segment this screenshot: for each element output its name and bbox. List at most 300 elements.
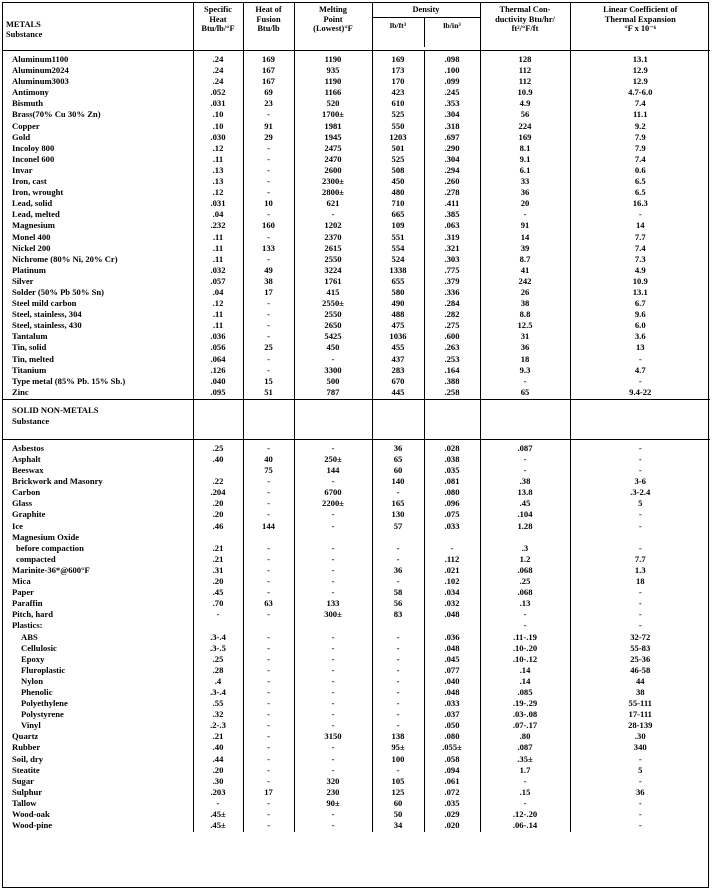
table-row — [3, 99, 710, 110]
substance-name-cell: Brickwork and Masonry — [12, 477, 103, 487]
value-cell: .036 — [193, 332, 243, 343]
value-cell: 105 — [372, 777, 424, 788]
substance-name-cell: Aluminum2024 — [12, 66, 69, 76]
substance-name-cell: Steel, stainless, 304 — [12, 310, 82, 320]
value-cell: - — [372, 710, 424, 721]
value-cell: - — [294, 666, 372, 677]
substance-name-cell: Invar — [12, 165, 33, 175]
value-cell: 36 — [480, 188, 570, 199]
value-cell: 12.9 — [570, 66, 710, 77]
table-row — [3, 188, 710, 199]
value-cell: 13.1 — [570, 55, 710, 66]
value-cell: 508 — [372, 166, 424, 177]
substance-name-cell: Graphite — [12, 510, 46, 520]
substance-name-cell: ABS — [21, 632, 38, 642]
value-cell: 2550 — [294, 310, 372, 321]
value-cell: 31 — [480, 332, 570, 343]
table-row — [3, 332, 710, 343]
value-cell: - — [294, 644, 372, 655]
nonmetals-title: SOLID NON-METALS — [12, 404, 99, 415]
table-row — [3, 244, 710, 255]
value-cell: 500 — [294, 377, 372, 388]
value-cell: 621 — [294, 199, 372, 210]
value-cell: .10-.12 — [480, 655, 570, 666]
value-cell: .21 — [193, 555, 243, 566]
value-cell: .102 — [424, 577, 480, 588]
table-row — [3, 544, 710, 555]
value-cell: 8.1 — [480, 144, 570, 155]
value-cell: 91 — [480, 221, 570, 232]
header-line: Thermal Con- — [499, 5, 551, 14]
value-cell: .029 — [424, 810, 480, 821]
value-cell: .12 — [193, 188, 243, 199]
value-cell: 7.9 — [570, 133, 710, 144]
value-cell: .032 — [424, 599, 480, 610]
value-cell: - — [243, 510, 294, 521]
value-cell: 2470 — [294, 155, 372, 166]
value-cell: .11 — [193, 310, 243, 321]
value-cell: 283 — [372, 366, 424, 377]
value-cell: .600 — [424, 332, 480, 343]
value-cell: 130 — [372, 510, 424, 521]
substance-name-cell: Ice — [12, 521, 23, 531]
value-cell: .087 — [480, 743, 570, 754]
substance-name-cell: Mica — [12, 577, 31, 587]
value-cell: 138 — [372, 732, 424, 743]
value-cell: 112 — [480, 77, 570, 88]
value-cell: - — [570, 510, 710, 521]
substance-name-cell: Iron, wrought — [12, 188, 64, 198]
table-row — [3, 688, 710, 699]
value-cell: .303 — [424, 255, 480, 266]
value-cell: 1.7 — [480, 766, 570, 777]
density-units — [373, 18, 480, 47]
value-cell: 38 — [243, 277, 294, 288]
value-cell: 32-72 — [570, 633, 710, 644]
substance-name-cell: Solder (50% Pb 50% Sn) — [12, 287, 104, 297]
substance-name-cell: Aluminum1100 — [12, 55, 69, 64]
value-cell: .260 — [424, 177, 480, 188]
substance-name-cell: Polyethylene — [21, 699, 68, 709]
value-cell: - — [243, 477, 294, 488]
value-cell: - — [294, 810, 372, 821]
value-cell: 2650 — [294, 321, 372, 332]
value-cell: 144 — [294, 466, 372, 477]
value-cell: - — [570, 799, 710, 810]
value-cell: .052 — [193, 88, 243, 99]
value-cell — [193, 621, 243, 632]
value-cell: - — [294, 555, 372, 566]
value-cell: - — [372, 544, 424, 555]
header-line: Btu/lb/°F — [201, 24, 235, 34]
value-cell: .10-.20 — [480, 644, 570, 655]
value-cell: - — [243, 299, 294, 310]
substance-name-cell: Beeswax — [12, 466, 44, 476]
substance-name-cell: Nylon — [21, 676, 43, 686]
table-row — [3, 633, 710, 644]
value-cell: - — [570, 599, 710, 610]
value-cell: 5 — [570, 766, 710, 777]
value-cell: - — [294, 577, 372, 588]
value-cell: 1190 — [294, 77, 372, 88]
substance-name-cell: Paraffin — [12, 599, 43, 609]
value-cell: - — [294, 710, 372, 721]
value-cell: - — [243, 755, 294, 766]
value-cell: .24 — [193, 77, 243, 88]
table-row — [3, 533, 710, 544]
value-cell: - — [570, 621, 710, 632]
value-cell: - — [243, 321, 294, 332]
value-cell: 28-139 — [570, 721, 710, 732]
table-row — [3, 477, 710, 488]
substance-name-cell: Sugar — [12, 776, 34, 786]
table-row — [3, 721, 710, 732]
value-cell: .033 — [424, 522, 480, 533]
value-cell: 1981 — [294, 122, 372, 133]
value-cell: 450 — [294, 343, 372, 354]
table-row — [3, 388, 710, 400]
value-cell: 55-111 — [570, 699, 710, 710]
value-cell: .232 — [193, 221, 243, 232]
value-cell: - — [243, 677, 294, 688]
value-cell: - — [243, 699, 294, 710]
value-cell: - — [243, 799, 294, 810]
value-cell: 57 — [372, 522, 424, 533]
value-cell: - — [480, 455, 570, 466]
table-row — [3, 788, 710, 799]
table-row — [3, 444, 710, 455]
substance-name-cell: before compaction — [16, 543, 84, 553]
value-cell: 69 — [243, 88, 294, 99]
value-cell: .32 — [193, 710, 243, 721]
value-cell: .275 — [424, 321, 480, 332]
table-row — [3, 310, 710, 321]
value-cell: - — [294, 210, 372, 221]
value-cell: .44 — [193, 755, 243, 766]
value-cell: .304 — [424, 110, 480, 121]
table-row — [3, 66, 710, 77]
value-cell: 7.4 — [570, 155, 710, 166]
value-cell: - — [570, 777, 710, 788]
value-cell: 4.9 — [480, 99, 570, 110]
substance-name-cell: Antimony — [12, 88, 49, 98]
value-cell: .24 — [193, 55, 243, 66]
value-cell: 670 — [372, 377, 424, 388]
value-cell: .282 — [424, 310, 480, 321]
value-cell: .094 — [424, 766, 480, 777]
blank-cell — [424, 399, 480, 439]
value-cell: .03-.08 — [480, 710, 570, 721]
value-cell: .068 — [480, 566, 570, 577]
value-cell — [424, 533, 480, 544]
density-in-unit: lb/in³ — [424, 18, 480, 47]
value-cell: - — [570, 466, 710, 477]
value-cell: - — [193, 799, 243, 810]
value-cell: 50 — [372, 810, 424, 821]
table-row — [3, 743, 710, 754]
value-cell: 3300 — [294, 366, 372, 377]
blank-cell — [372, 399, 424, 439]
value-cell — [372, 533, 424, 544]
value-cell: - — [372, 688, 424, 699]
value-cell: - — [243, 310, 294, 321]
value-cell: .278 — [424, 188, 480, 199]
substance-name-cell: Magnesium — [12, 221, 55, 231]
value-cell: 95± — [372, 743, 424, 754]
header-line: °F x 10⁻⁶ — [624, 24, 657, 34]
substance-name-cell: Wood-pine — [12, 821, 53, 831]
value-cell: 169 — [243, 55, 294, 66]
substance-name-cell: Iron, cast — [12, 177, 47, 187]
substance-name-cell: Sulphur — [12, 787, 43, 797]
value-cell: 133 — [243, 244, 294, 255]
table-row — [3, 155, 710, 166]
value-cell: 14 — [570, 221, 710, 232]
value-cell: 3150 — [294, 732, 372, 743]
value-cell: 20 — [480, 199, 570, 210]
value-cell: .035 — [424, 466, 480, 477]
value-cell: 1.2 — [480, 555, 570, 566]
value-cell: 0.6 — [570, 166, 710, 177]
value-cell: .072 — [424, 788, 480, 799]
value-cell: .14 — [480, 677, 570, 688]
value-cell: .077 — [424, 666, 480, 677]
header-line: Linear Coefficient of — [603, 5, 678, 14]
value-cell: 63 — [243, 599, 294, 610]
value-cell: 56 — [480, 110, 570, 121]
value-cell: .050 — [424, 721, 480, 732]
value-cell: 9.6 — [570, 310, 710, 321]
value-cell: - — [243, 555, 294, 566]
properties-table — [3, 3, 710, 832]
substance-name-cell: Platinum — [12, 265, 46, 275]
value-cell: .033 — [424, 699, 480, 710]
value-cell: .2-.3 — [193, 721, 243, 732]
value-cell: 1190 — [294, 55, 372, 66]
header-line: Heat — [209, 14, 227, 24]
value-cell: .098 — [424, 55, 480, 66]
table-row — [3, 177, 710, 188]
value-cell: 36 — [570, 788, 710, 799]
value-cell: - — [570, 544, 710, 555]
value-cell: .20 — [193, 766, 243, 777]
blank-cell — [570, 399, 710, 439]
substance-name-cell: compacted — [16, 554, 56, 564]
value-cell: .10 — [193, 122, 243, 133]
value-cell: 91 — [243, 122, 294, 133]
table-row — [3, 199, 710, 210]
specific-heat-header — [193, 3, 243, 51]
table-row — [3, 566, 710, 577]
value-cell: .064 — [193, 355, 243, 366]
value-cell: 2615 — [294, 244, 372, 255]
value-cell: - — [294, 821, 372, 832]
density-header — [372, 3, 480, 51]
value-cell: - — [243, 577, 294, 588]
value-cell: .21 — [193, 732, 243, 743]
value-cell: .100 — [424, 66, 480, 77]
value-cell: 13.1 — [570, 288, 710, 299]
substance-name-cell: Asphalt — [12, 455, 41, 464]
substance-name-cell: Phenolic — [21, 687, 53, 697]
value-cell: - — [243, 366, 294, 377]
value-cell: .104 — [480, 510, 570, 521]
value-cell: - — [243, 732, 294, 743]
value-cell: .13 — [480, 599, 570, 610]
value-cell: .021 — [424, 566, 480, 577]
table-row — [3, 343, 710, 354]
value-cell: .030 — [193, 133, 243, 144]
value-cell: .20 — [193, 510, 243, 521]
value-cell: 3-6 — [570, 477, 710, 488]
value-cell — [480, 533, 570, 544]
value-cell: - — [570, 444, 710, 455]
nonmetals-section — [3, 439, 710, 832]
value-cell: - — [243, 821, 294, 832]
value-cell: - — [294, 755, 372, 766]
value-cell: 173 — [372, 66, 424, 77]
value-cell: 1945 — [294, 133, 372, 144]
value-cell: 125 — [372, 788, 424, 799]
value-cell: 60 — [372, 466, 424, 477]
value-cell: 65 — [372, 455, 424, 466]
value-cell: 39 — [480, 244, 570, 255]
value-cell: - — [480, 621, 570, 632]
value-cell: 167 — [243, 66, 294, 77]
value-cell: .10 — [193, 110, 243, 121]
value-cell: .11 — [193, 321, 243, 332]
substance-name-cell: Soil, dry — [12, 754, 44, 764]
value-cell: 2475 — [294, 144, 372, 155]
value-cell: 1761 — [294, 277, 372, 288]
value-cell — [424, 621, 480, 632]
value-cell: 2800± — [294, 188, 372, 199]
value-cell: 169 — [480, 133, 570, 144]
value-cell: - — [570, 810, 710, 821]
value-cell: .06-.14 — [480, 821, 570, 832]
value-cell: - — [243, 488, 294, 499]
substance-name-cell: Fluroplastic — [21, 665, 66, 675]
value-cell: - — [243, 655, 294, 666]
value-cell: 4.9 — [570, 266, 710, 277]
value-cell: 4.7-6.0 — [570, 88, 710, 99]
value-cell: 242 — [480, 277, 570, 288]
substance-name-cell: Plastics: — [12, 621, 43, 631]
substance-name-cell: Marinite-36*@600°F — [12, 565, 90, 575]
substance-name-cell: Aluminum3003 — [12, 77, 69, 87]
substance-name-cell: Silver — [12, 276, 34, 286]
value-cell: 33 — [480, 177, 570, 188]
value-cell: .035 — [424, 799, 480, 810]
value-cell: 300± — [294, 610, 372, 621]
header-line: (Lowest)°F — [313, 24, 353, 34]
value-cell: .15 — [480, 788, 570, 799]
substance-name-cell: Tallow — [12, 798, 37, 808]
substance-name-cell: Paper — [12, 588, 34, 598]
value-cell: 12.9 — [570, 77, 710, 88]
header-line: Btu/lb — [257, 24, 280, 34]
table-row — [3, 455, 710, 466]
value-cell: .037 — [424, 710, 480, 721]
table-row — [3, 699, 710, 710]
value-cell: 9.1 — [480, 155, 570, 166]
value-cell: - — [243, 721, 294, 732]
header-line: Specific — [204, 5, 232, 14]
value-cell — [294, 533, 372, 544]
substance-name-cell: Copper — [12, 121, 40, 131]
substance-name-cell: Lead, solid — [12, 199, 53, 209]
table-row — [3, 321, 710, 332]
value-cell — [193, 533, 243, 544]
table-row — [3, 366, 710, 377]
value-cell: .19-.29 — [480, 699, 570, 710]
value-cell: .25 — [193, 655, 243, 666]
value-cell: 520 — [294, 99, 372, 110]
value-cell: - — [294, 522, 372, 533]
value-cell: 320 — [294, 777, 372, 788]
value-cell: 6.0 — [570, 321, 710, 332]
value-cell: .30 — [193, 777, 243, 788]
value-cell: .126 — [193, 366, 243, 377]
value-cell: .031 — [193, 99, 243, 110]
value-cell: - — [243, 766, 294, 777]
value-cell: - — [372, 644, 424, 655]
thermal-conductivity-header — [480, 3, 570, 51]
value-cell: - — [243, 710, 294, 721]
substance-name-cell: Polystyrene — [21, 710, 64, 720]
value-cell: .068 — [480, 588, 570, 599]
value-cell: 230 — [294, 788, 372, 799]
table-row — [3, 488, 710, 499]
value-cell: - — [243, 332, 294, 343]
value-cell: 3224 — [294, 266, 372, 277]
value-cell: 58 — [372, 588, 424, 599]
value-cell: .04 — [193, 288, 243, 299]
header-line: ductivity Btu/hr/ — [495, 14, 555, 24]
value-cell: .45 — [480, 499, 570, 510]
value-cell — [243, 533, 294, 544]
value-cell: .385 — [424, 210, 480, 221]
value-cell: - — [243, 644, 294, 655]
value-cell: .4 — [193, 677, 243, 688]
value-cell: 655 — [372, 277, 424, 288]
value-cell — [294, 621, 372, 632]
table-row — [3, 55, 710, 66]
value-cell: - — [294, 477, 372, 488]
value-cell: 167 — [243, 77, 294, 88]
value-cell: - — [570, 610, 710, 621]
value-cell: 2300± — [294, 177, 372, 188]
value-cell: .263 — [424, 343, 480, 354]
substance-name-cell: Monel 400 — [12, 232, 51, 242]
value-cell: .24 — [193, 66, 243, 77]
value-cell: .45± — [193, 810, 243, 821]
substance-name-cell: Zinc — [12, 387, 29, 397]
metals-header-cell — [3, 3, 193, 51]
value-cell — [372, 621, 424, 632]
table-row — [3, 588, 710, 599]
value-cell: .35± — [480, 755, 570, 766]
value-cell: - — [372, 666, 424, 677]
table-row — [3, 88, 710, 99]
value-cell: 10.9 — [570, 277, 710, 288]
value-cell: .055± — [424, 743, 480, 754]
nonmetals-header-cell — [3, 399, 193, 439]
value-cell: 40 — [243, 455, 294, 466]
value-cell: 46-58 — [570, 666, 710, 677]
value-cell: 340 — [570, 743, 710, 754]
value-cell: .087 — [480, 444, 570, 455]
